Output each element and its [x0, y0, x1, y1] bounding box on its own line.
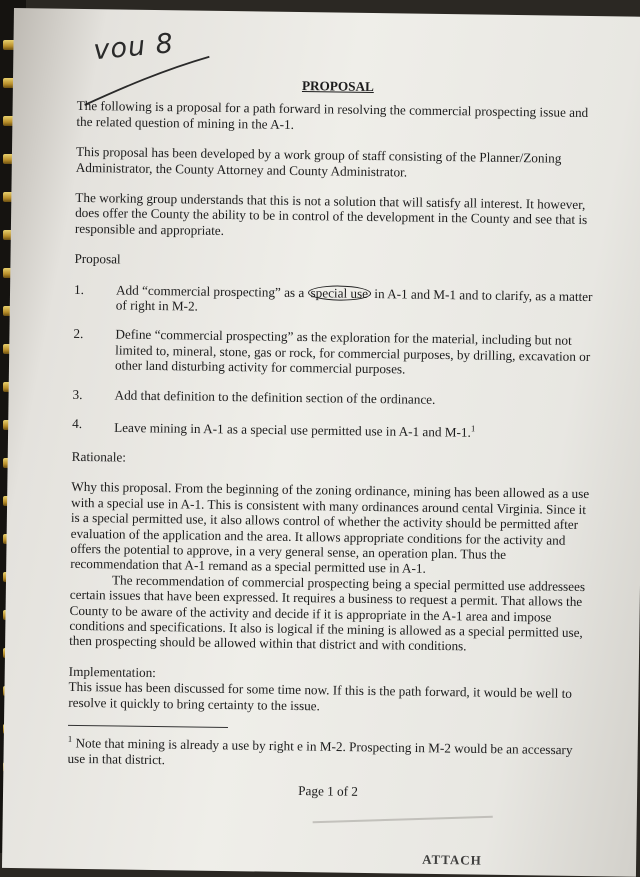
- intro-paragraph: This proposal has been developed by a work group of staff consisting of the Planner/Zoning Administrator, the County Attorney and County Administrator.: [75, 144, 562, 180]
- rationale-paragraph: Why this proposal. From the beginning of the zoning ordinance, mining has been allowed as a use with a special use in A-1. This is consistent with many ordinances around cental Virginia. Since it is a special permitted use, it also allows control of whether the activity should be permitted after evaluation of the application and the area. It allows appropriate conditions for the activity and offers the potential to approve, in a very general sense, an operation plan. Thus the recommendation that A-1 remand as a special permitted use in A-1.: [70, 479, 590, 577]
- item-text-part: Add “commercial prospecting” as a: [115, 282, 308, 300]
- item-text: Add that definition to the definition section of the ordinance.: [114, 387, 436, 407]
- item-text: Define “commercial prospecting” as the exploration for the material, including but not limited to, mineral, stone, gas or rock, for commercial purposes, by drilling, excavation or other land disturbing activity for commercial purposes.: [114, 326, 591, 377]
- item-text: [114, 417, 475, 441]
- footnote: [67, 732, 589, 773]
- footnote-reference: 1: [470, 423, 476, 434]
- intro-paragraph: The working group understands that this is not a solution that will satisfy all interest. It however, does offer the County the ability to be in control of the development in the County and see that is responsible and appropriate.: [74, 189, 588, 238]
- item-text-part: in A-1 and M-1 and to clarify, as a matter of right in M-2.: [115, 285, 593, 314]
- implementation-paragraph: This issue has been discussed for some time now. If this is the path forward, it would be well to resolve it quickly to bring certainty to the issue.: [68, 679, 573, 713]
- proposal-item: [73, 326, 596, 380]
- proposal-heading: Proposal: [74, 251, 121, 267]
- document-body: [67, 75, 599, 803]
- item-number: 2.: [73, 326, 84, 342]
- item-text: [116, 282, 596, 320]
- attachment-stamp: ATTACH: [422, 851, 482, 868]
- proposal-item: [74, 282, 596, 320]
- item-number: 1.: [73, 281, 85, 297]
- rationale-paragraph: The recommendation of commercial prospecting being a special permitted use addressees certain issues that have been expressed. It requires a business to request a permit. That allows the County to be aware of the activity and decide if it is appropriate in the A-1 area and impose conditions and specifications. It also is logical if the mining is allowed as a special permitted use, then prospecting should be allowed within that district and with conditions.: [69, 572, 586, 654]
- paper-scuff-mark: [303, 802, 503, 835]
- intro-paragraph: The following is a proposal for a path forward in resolving the commercial prospecting issue and the related question of mining in the A-1.: [76, 98, 589, 132]
- page-number: Page 1 of 2: [298, 783, 359, 800]
- circled-annotation: special use: [307, 285, 371, 301]
- proposal-item: [72, 416, 594, 442]
- footnote-mark: 1: [67, 733, 73, 744]
- page-title: PROPOSAL: [301, 78, 374, 95]
- proposal-item: [73, 387, 595, 410]
- footnote-divider: [68, 725, 228, 728]
- item-text-part: Leave mining in A-1 as a special use permitted use in A-1 and M-1.: [114, 419, 471, 440]
- footnote-text: Note that mining is already a use by right e in M-2. Prospecting in M-2 would be an accessary use in that district.: [67, 735, 573, 767]
- rationale-heading: Rationale:: [71, 448, 127, 465]
- item-number: 4.: [72, 415, 83, 432]
- item-number: 3.: [72, 386, 83, 402]
- paper-sheet: [2, 8, 640, 877]
- implementation-heading: Implementation:: [68, 663, 157, 680]
- handwritten-note: vou 8: [92, 28, 176, 67]
